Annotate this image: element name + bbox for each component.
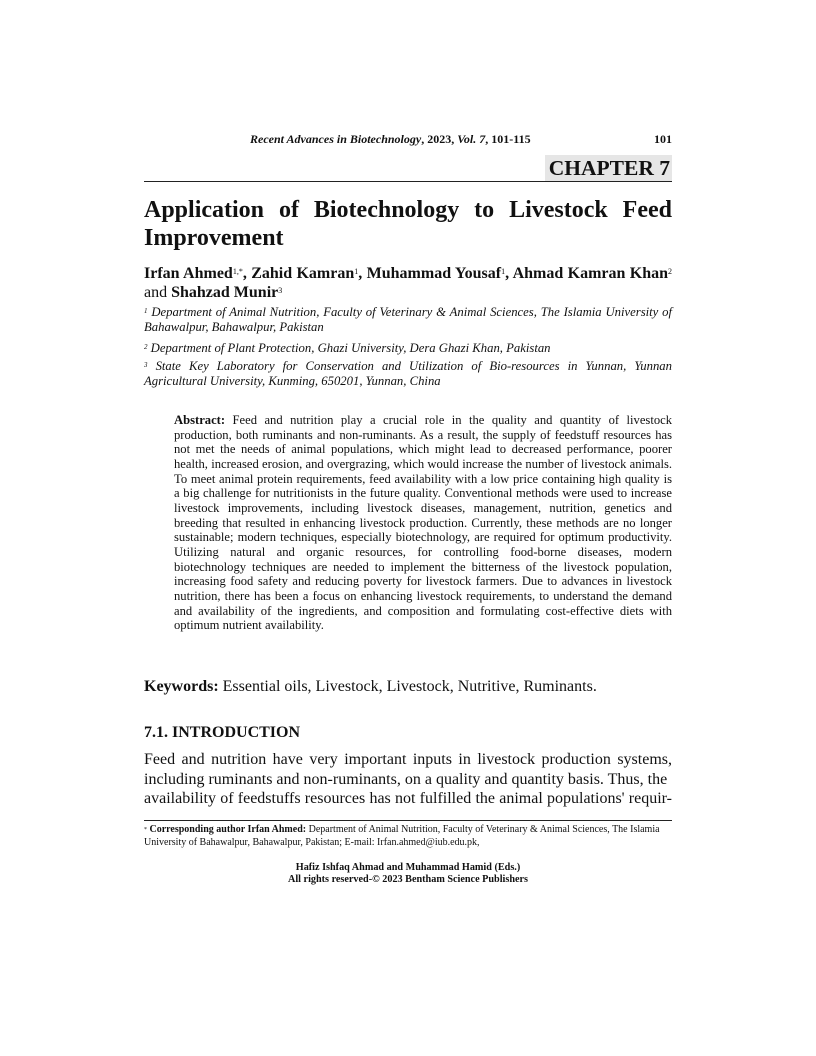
author-name: Zahid Kamran xyxy=(251,265,355,282)
author-affil-marker: 1,* xyxy=(232,267,243,276)
affiliation-1 xyxy=(144,305,672,335)
author-name: Shahzad Munir xyxy=(171,284,279,301)
intro-text: Feed and nutrition have very important inputs in livestock production systems, including ruminants and non-ruminants, on a quality and quantity basis. Thus, the xyxy=(144,751,672,788)
journal-citation xyxy=(250,132,531,147)
section-heading: 7.1. INTRODUCTION xyxy=(144,724,301,741)
intro-paragraph xyxy=(144,750,672,809)
author-affil-marker: 3 xyxy=(278,286,283,295)
journal-volume: Vol. 7 xyxy=(457,132,486,146)
author-affil-marker: 1 xyxy=(354,267,359,276)
affiliation-text: Department of Animal Nutrition, Faculty of Veterinary & Animal Sciences, The Islamia University of Bahawalpur, Bahawalpur, Pakistan xyxy=(144,305,673,334)
chapter-label: CHAPTER 7 xyxy=(545,155,672,181)
running-head xyxy=(144,132,672,148)
author-separator: , xyxy=(358,265,367,282)
footnote-text: Department of Animal Nutrition, Faculty of Veterinary & Animal Sciences, The Islamia University of Bahawalpur, Bahawalpur, Pakistan; E-mail: Irfan.ahmed@iub.edu.pk, xyxy=(144,824,660,848)
author-separator: , xyxy=(505,265,513,282)
chapter-title: Application of Biotechnology to Livestock Feed Improvement xyxy=(144,197,672,251)
affiliation-text: Department of Plant Protection, Ghazi University, Dera Ghazi Khan, Pakistan xyxy=(150,341,551,355)
page-number: 101 xyxy=(654,132,672,146)
corresponding-author-footnote xyxy=(144,824,672,849)
affiliation-number: 1 xyxy=(144,307,148,315)
keywords-text: Essential oils, Livestock, Livestock, Nutritive, Ruminants. xyxy=(222,678,597,695)
author-affil-marker: 2 xyxy=(668,267,673,276)
editors-line: Hafiz Ishfaq Ahmad and Muhammad Hamid (Eds.) xyxy=(295,862,521,873)
keywords-label: Keywords: xyxy=(144,678,219,695)
footnote-marker: * xyxy=(144,827,147,833)
author-separator: and xyxy=(144,284,172,301)
author-name: Ahmad Kamran Khan xyxy=(512,265,669,282)
journal-name: Recent Advances in Biotechnology xyxy=(250,132,422,146)
author-name: Irfan Ahmed xyxy=(144,265,233,282)
author-name: Muhammad Yousaf xyxy=(366,265,502,282)
abstract-text: Feed and nutrition play a crucial role in the quality and quantity of livestock production, both ruminants and non-ruminants. As a result, the supply of feedstuff resources has not met the needs of animal populations, which might lead to decreased performance, poorer health, increased erosion, and overgrazing, which would increase the number of livestock animals. To meet animal protein requirements, feed availability with a low price containing high quality is a big challenge for nutritionists in the future quality. Conventional methods were used to increase livestock improvements, including livestock diseases, management, nutrition, genetics and breeding that resulted in enhancing livestock production. Currently, these methods are no longer sustainable; modern techniques, especially biotechnology, are required for optimum productivity. Utilizing natural and organic resources, for controlling food-borne diseases, modern biotechnology techniques are needed to implement the bitterness of the livestock population, increasing food safety and reducing poverty for livestock farmers. Due to advances in livestock nutrition, there has been a focus on enhancing livestock requirements, to understand the demand and availability of the ingredients, and composition and formulating cost-effective diets with optimum nutrient availability. xyxy=(174,413,673,633)
intro-text-last-line: availability of feedstuffs resources has not fulfilled the animal populations' requir- xyxy=(144,790,672,807)
author-affil-marker: 1 xyxy=(501,267,506,276)
imprint xyxy=(144,862,672,886)
affiliation-3 xyxy=(144,359,672,389)
journal-pages: , 101-115 xyxy=(485,132,531,146)
abstract xyxy=(174,413,672,633)
affiliation-text: State Key Laboratory for Conservation and Utilization of Bio-resources in Yunnan, Yunnan Agricultural University, Kunming, 650201, Yunnan, China xyxy=(144,359,672,388)
footnote-label: Corresponding author Irfan Ahmed: xyxy=(149,824,307,835)
rights-line: All rights reserved-© 2023 Bentham Science Publishers xyxy=(287,874,529,885)
keywords xyxy=(144,677,672,696)
chapter-rule xyxy=(144,181,672,182)
affiliation-2 xyxy=(144,341,672,356)
footnote-rule xyxy=(144,820,672,821)
author-separator: , xyxy=(242,265,252,282)
journal-year: , 2023, xyxy=(421,132,458,146)
affiliation-number: 3 xyxy=(144,361,148,369)
abstract-label: Abstract: xyxy=(174,413,226,427)
affiliation-number: 2 xyxy=(144,343,148,351)
author-list xyxy=(144,264,672,302)
